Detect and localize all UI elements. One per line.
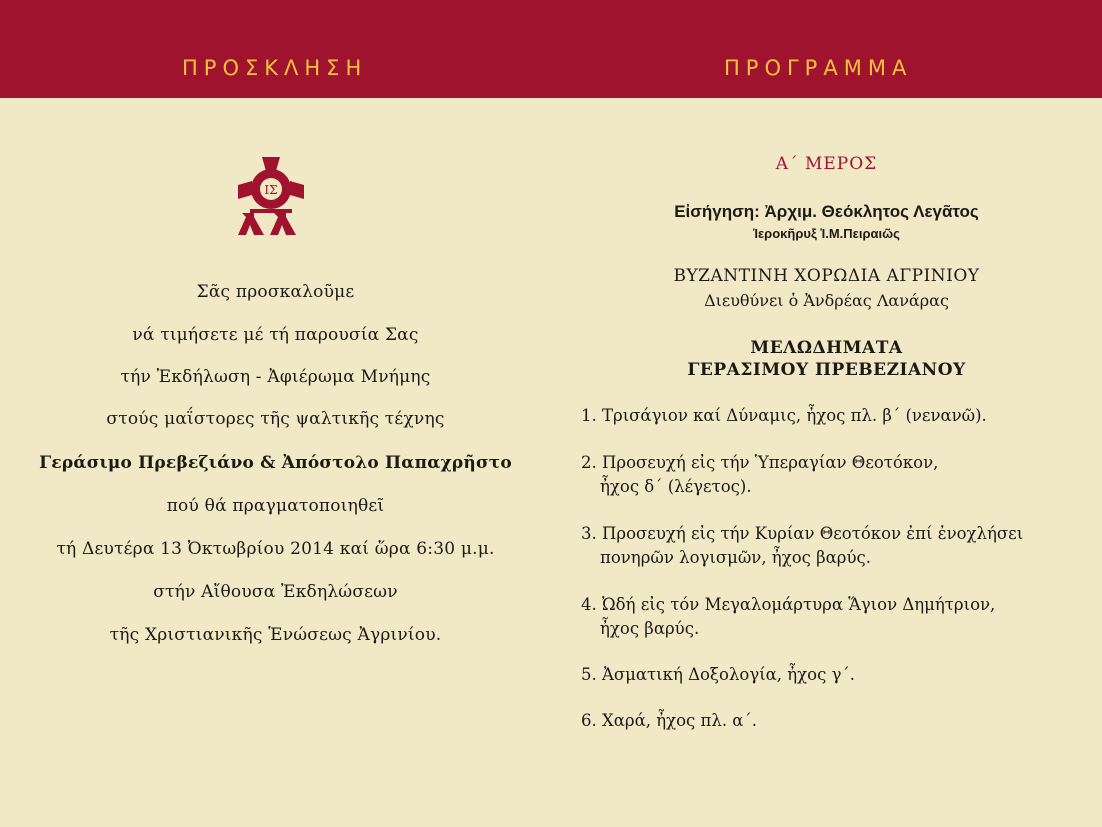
- program-item: [581, 451, 1091, 499]
- svg-text:ΙΣ: ΙΣ: [264, 183, 278, 197]
- invitation-heading: ΠΡΟΣΚΛΗΣΗ: [182, 56, 368, 80]
- program-item-text: ἦχος δ΄ (λέγετος).: [600, 477, 752, 496]
- program-item-text: πονηρῶν λογισμῶν, ἦχος βαρύς.: [600, 548, 872, 567]
- speaker-line: Εἰσήγηση: Ἀρχιμ. Θεόκλητος Λεγᾶτος: [674, 202, 979, 221]
- program-item-text: ἦχος βαρύς.: [600, 619, 700, 638]
- program-heading: ΠΡΟΓΡΑΜΜΑ: [724, 56, 913, 80]
- cross-mm-monogram-icon: [236, 155, 306, 237]
- program-item: [581, 404, 1091, 428]
- program-item: [581, 663, 1091, 687]
- program-item-text: 1. Τρισάγιον καί Δύναμις, ἦχος πλ. β΄ (νενανῶ).: [581, 406, 987, 425]
- venue-line: στήν Αἴθουσα Ἐκδηλώσεων: [153, 582, 398, 602]
- program-item-text: 5. Ἀσματική Δοξολογία, ἦχος γ΄.: [581, 665, 855, 684]
- program-item: [581, 522, 1091, 570]
- program-item-text: 2. Προσευχή εἰς τήν Ὑπεραγίαν Θεοτόκον,: [581, 453, 939, 472]
- works-composer: ΓΕΡΑΣΙΜΟΥ ΠΡΕΒΕΖΙΑΝΟΥ: [687, 360, 966, 380]
- program-panel: [551, 98, 1102, 827]
- part-title: Α΄ ΜΕΡΟΣ: [775, 154, 878, 174]
- choir-name: ΒΥΖΑΝΤΙΝΗ ΧΟΡΩΔΙΑ ΑΓΡΙΝΙΟΥ: [673, 266, 980, 286]
- honorees-line: Γεράσιμο Πρεβεζιάνο & Ἀπόστολο Παπαχρῆστο: [39, 453, 512, 473]
- program-item-text: 4. Ὠδή εἰς τόν Μεγαλομάρτυρα Ἅγιον Δημήτριον,: [581, 595, 996, 614]
- invitation-line: νά τιμήσετε μέ τή παρουσία Σας: [132, 325, 419, 345]
- invitation-line: πού θά πραγματοποιηθεῖ: [166, 496, 385, 516]
- header-band: [0, 0, 1102, 98]
- invitation-line: τήν Ἐκδήλωση - Ἀφιέρωμα Μνήμης: [120, 367, 431, 387]
- invitation-line: Σᾶς προσκαλοῦμε: [196, 282, 355, 302]
- program-item-text: 3. Προσευχή εἰς τήν Κυρίαν Θεοτόκον ἐπί ἐνοχλήσει: [581, 524, 1024, 543]
- program-item: [581, 593, 1091, 641]
- speaker-role: Ἱεροκῆρυξ Ἱ.Μ.Πειραιῶς: [753, 226, 900, 241]
- choir-director: Διευθύνει ὁ Ἀνδρέας Λανάρας: [704, 291, 949, 310]
- program-item-text: 6. Χαρά, ἦχος πλ. α΄.: [581, 711, 757, 730]
- works-title: ΜΕΛΩΔΗΜΑΤΑ: [750, 338, 903, 358]
- event-datetime: τή Δευτέρα 13 Ὀκτωβρίου 2014 καί ὥρα 6:30 μ.μ.: [56, 539, 495, 559]
- invitation-panel: [0, 98, 551, 827]
- program-item: [581, 709, 1091, 733]
- venue-line: τῆς Χριστιανικῆς Ἑνώσεως Ἀγρινίου.: [109, 625, 442, 645]
- invitation-line: στούς μαΐστορες τῆς ψαλτικῆς τέχνης: [106, 409, 445, 429]
